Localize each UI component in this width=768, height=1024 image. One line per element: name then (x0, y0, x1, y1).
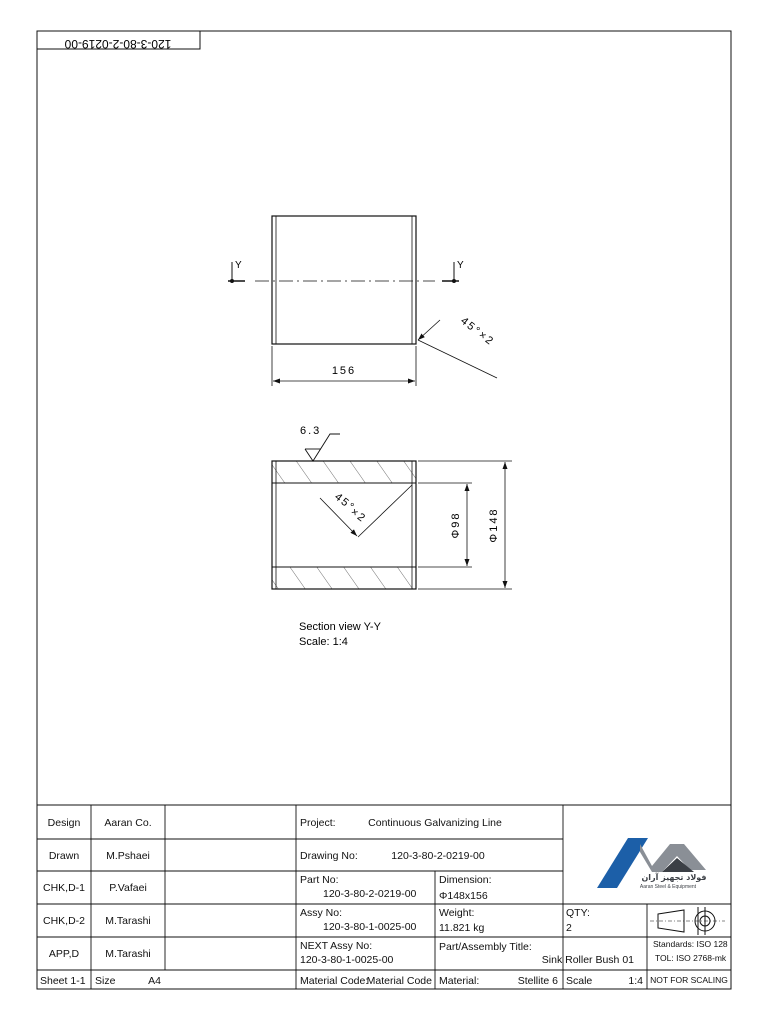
drawing-no-value: 120-3-80-2-0219-00 (391, 850, 485, 862)
title-label: Part/Assembly Title: (439, 941, 532, 953)
section-view-scale: Scale: 1:4 (299, 636, 348, 648)
assy-no-value: 120-3-80-1-0025-00 (323, 921, 417, 933)
dimension-value: Φ148x156 (439, 890, 488, 902)
drawn-label: Drawn (48, 850, 80, 862)
section-label-left: Y (235, 260, 242, 271)
chk1-label: CHK,D-1 (42, 882, 86, 894)
not-for-scaling-text: NOT FOR SCALING (650, 975, 728, 985)
next-assy-label: NEXT Assy No: (300, 940, 373, 952)
surface-roughness-symbol (300, 425, 340, 461)
part-no-value: 120-3-80-2-0219-00 (323, 888, 417, 900)
next-assy-value: 120-3-80-1-0025-00 (300, 954, 394, 966)
rotated-code-box (37, 31, 200, 51)
third-angle-projection-icon (650, 907, 725, 935)
chamfer-callout-section (320, 485, 412, 537)
tolerance-text: TOL: ISO 2768-mk (655, 953, 727, 963)
drawn-value: M.Pshaei (106, 850, 150, 862)
chamfer-callout-front (418, 315, 497, 378)
material-label: Material: (439, 975, 480, 987)
design-label: Design (47, 817, 81, 829)
qty-value: 2 (566, 922, 572, 934)
material-value: Stellite 6 (517, 975, 558, 987)
material-code-value: Material Code (366, 975, 432, 987)
section-view-title: Section view Y-Y (299, 621, 381, 633)
section-marker-right (442, 260, 464, 283)
project-label: Project: (300, 817, 336, 829)
standards-text: Standards: ISO 128 (653, 939, 728, 949)
chk2-value: M.Tarashi (105, 915, 151, 927)
logo-persian-text: فولاد تجهیز آران (641, 873, 707, 882)
section-view (272, 425, 512, 648)
weight-value: 11.821 kg (439, 922, 485, 934)
design-value: Aaran Co. (104, 817, 152, 829)
front-view (228, 216, 497, 386)
title-value: Sink Roller Bush 01 (541, 954, 634, 966)
material-code-label: Material Code: (300, 975, 369, 987)
section-marker-left (228, 260, 245, 283)
size-value: A4 (148, 975, 161, 987)
outer-diameter-text: Φ148 (488, 507, 500, 543)
drawing-no-label: Drawing No: (300, 850, 358, 862)
inner-diameter-dimension (418, 483, 472, 567)
section-chamfer-angle-text: 45° (332, 490, 358, 515)
company-logo (597, 838, 707, 890)
length-dimension-text: 156 (331, 365, 357, 377)
chk1-value: P.Vafaei (109, 882, 147, 894)
scale-value: 1:4 (628, 975, 643, 987)
app-value: M.Tarashi (105, 948, 151, 960)
title-block-text (40, 817, 728, 987)
logo-english-text: Aaran Steel & Equipment (639, 884, 697, 890)
rotated-code-text: 120-3-80-2-0219-00 (64, 37, 172, 51)
front-view-outline (272, 216, 416, 344)
section-label-right: Y (457, 260, 464, 271)
hatch-top-wall (272, 461, 416, 483)
part-no-label: Part No: (300, 874, 339, 886)
length-dimension (272, 346, 416, 386)
dimension-label: Dimension: (439, 874, 492, 886)
assy-no-label: Assy No: (300, 907, 343, 919)
hatch-bottom-wall (272, 567, 416, 589)
scale-label: Scale (566, 975, 593, 987)
chamfer-angle-text: 45° (458, 314, 484, 339)
weight-label: Weight: (439, 907, 475, 919)
app-label: APP,D (48, 948, 80, 960)
outer-diameter-dimension (418, 461, 512, 589)
chk2-label: CHK,D-2 (42, 915, 86, 927)
size-label: Size (95, 975, 116, 987)
section-chamfer-size-text: ×2 (348, 505, 369, 526)
inner-diameter-text: Φ98 (450, 511, 462, 539)
qty-label: QTY: (566, 907, 590, 919)
chamfer-size-text: ×2 (476, 328, 497, 349)
project-value: Continuous Galvanizing Line (368, 817, 502, 829)
sheet-label: Sheet 1-1 (40, 975, 86, 987)
surface-roughness-text: 6.3 (300, 425, 322, 437)
